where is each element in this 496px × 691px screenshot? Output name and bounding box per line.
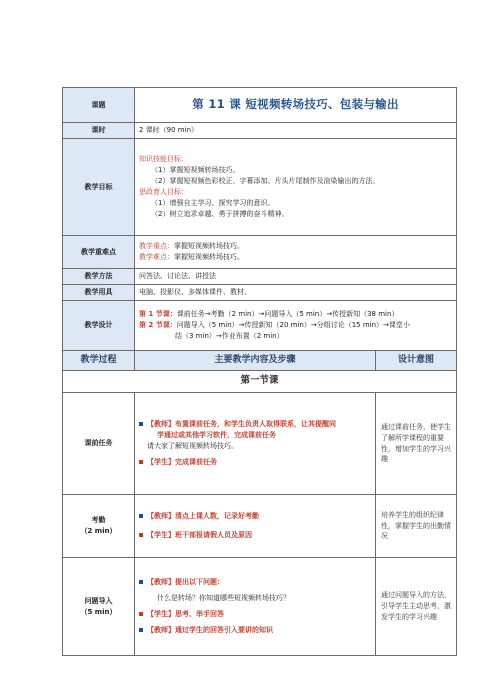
attendance-content <box>135 495 376 558</box>
difficulty-text: 掌握短视频转场技巧。 <box>174 253 244 261</box>
knowledge-item: （2）掌握短视频色彩校正、字幕添加、片头片尾制作及渲染输出的方法。 <box>151 177 380 186</box>
bullet-icon <box>139 612 143 616</box>
design-row <box>63 301 457 351</box>
attendance-intent: 培养学生的组织纪律性，掌握学生的出勤情况 <box>376 495 457 558</box>
student-tag: 【学生】 <box>147 610 175 618</box>
student-text: 完成课前任务 <box>175 458 217 467</box>
session2-text-cont: 结（3 min）→作业布置（2 min） <box>175 331 284 340</box>
pre-class-intent: 通过课前任务，使学生了解所学课程的重要性，增加学生的学习兴趣 <box>376 393 457 495</box>
teacher-tag: 【教师】 <box>147 512 175 521</box>
tools-row <box>63 285 457 301</box>
hours-value: 2 课时（90 min） <box>135 123 457 139</box>
teacher-text: 提出以下问题： <box>175 578 224 587</box>
ideology-heading: 思政育人目标： <box>139 188 188 196</box>
knowledge-item: （1）掌握短视频转场技巧。 <box>151 166 240 175</box>
teacher-text: 布置课前任务，和学生负责人取得联系，让其提醒同 <box>175 419 336 428</box>
question-text: 什么是转场？你知道哪些短视频转场技巧？ <box>157 594 290 603</box>
key-points-label: 教学重难点 <box>63 236 135 269</box>
hours-label: 课时 <box>63 123 135 139</box>
objectives-content <box>135 139 457 236</box>
process-header: 教学过程 <box>63 351 135 371</box>
focus-label: 教学重点： <box>139 242 174 251</box>
intent-header: 设计意图 <box>376 351 457 371</box>
teacher-text: 通过学生的回答引入要讲的知识 <box>175 625 273 634</box>
content-header: 主要教学内容及步骤 <box>135 351 376 371</box>
section-row <box>63 371 457 393</box>
task-detail: 请大家了解短视频转场技巧。 <box>147 441 238 450</box>
lesson-title: 第 11 课 短视频转场技巧、包装与输出 <box>135 88 457 123</box>
student-text: 班干部报请假人员及原因 <box>175 531 252 539</box>
question-intro-row <box>63 558 457 656</box>
bullet-icon <box>139 533 143 537</box>
objectives-label: 教学目标 <box>63 139 135 236</box>
attendance-label-cell <box>63 495 135 558</box>
ideology-item: （1）增强自主学习、探究学习的意识。 <box>151 198 275 207</box>
question-intro-content <box>135 558 376 656</box>
attendance-row <box>63 495 457 558</box>
teacher-tag: 【教师】 <box>147 419 175 428</box>
bullet-icon <box>139 514 143 518</box>
pre-class-task-row <box>63 393 457 495</box>
section-title: 第一节课 <box>63 371 457 393</box>
attendance-time: （2 min） <box>80 527 117 535</box>
key-points-content <box>135 236 457 269</box>
question-intro-label: 问题导入 <box>84 596 113 605</box>
ideology-item: （2）树立追求卓越、勇于拼搏的奋斗精神。 <box>151 209 289 218</box>
design-label: 教学设计 <box>63 301 135 351</box>
pre-class-label: 课前任务 <box>63 393 135 495</box>
bullet-icon <box>139 580 143 584</box>
title-row <box>63 88 457 123</box>
attendance-label: 考勤 <box>91 516 106 525</box>
session2-text: 问题导入（5 min）→传授新知（20 min）→分组讨论（15 min）→课堂小 <box>176 321 410 330</box>
session1-label: 第 1 节课： <box>139 310 177 319</box>
hours-row <box>63 123 457 139</box>
lesson-plan-table <box>62 87 457 656</box>
teacher-text: 清点上课人数，记录好考勤 <box>175 512 259 521</box>
focus-text: 掌握短视频转场技巧。 <box>174 242 244 251</box>
bullet-icon <box>139 422 143 426</box>
session2-label: 第 2 节课： <box>139 321 177 330</box>
knowledge-heading: 知识技能目标： <box>139 155 188 164</box>
design-content <box>135 301 457 351</box>
question-intro-label-cell <box>63 558 135 656</box>
bullet-icon <box>139 628 143 632</box>
teacher-tag: 【教师】 <box>147 625 175 634</box>
question-intro-intent: 通过问题导入的方法，引导学生主动思考，激发学生的学习兴趣 <box>376 558 457 656</box>
methods-value: 问答法、讨论法、讲授法 <box>135 269 457 285</box>
methods-row <box>63 269 457 285</box>
difficulty-label: 教学难点： <box>139 253 174 261</box>
tools-value: 电脑、投影仪、多媒体课件、教材、 <box>135 285 457 301</box>
teacher-text-cont: 学通过或其他学习软件，完成课前任务 <box>157 430 276 439</box>
student-text: 思考、举手回答 <box>175 610 224 618</box>
key-points-row <box>63 236 457 269</box>
teacher-tag: 【教师】 <box>147 578 175 587</box>
student-tag: 【学生】 <box>147 531 175 539</box>
question-intro-time: （5 min） <box>80 607 117 616</box>
session1-text: 课前任务→考勤（2 min）→问题导入（5 min）→传授新知（38 min） <box>176 310 399 319</box>
tools-label: 教学用具 <box>63 285 135 301</box>
pre-class-content <box>135 393 376 495</box>
column-header-row <box>63 351 457 371</box>
student-tag: 【学生】 <box>147 458 175 467</box>
methods-label: 教学方法 <box>63 269 135 285</box>
objectives-row <box>63 139 457 236</box>
title-label: 课题 <box>63 88 135 123</box>
bullet-icon <box>139 460 143 464</box>
